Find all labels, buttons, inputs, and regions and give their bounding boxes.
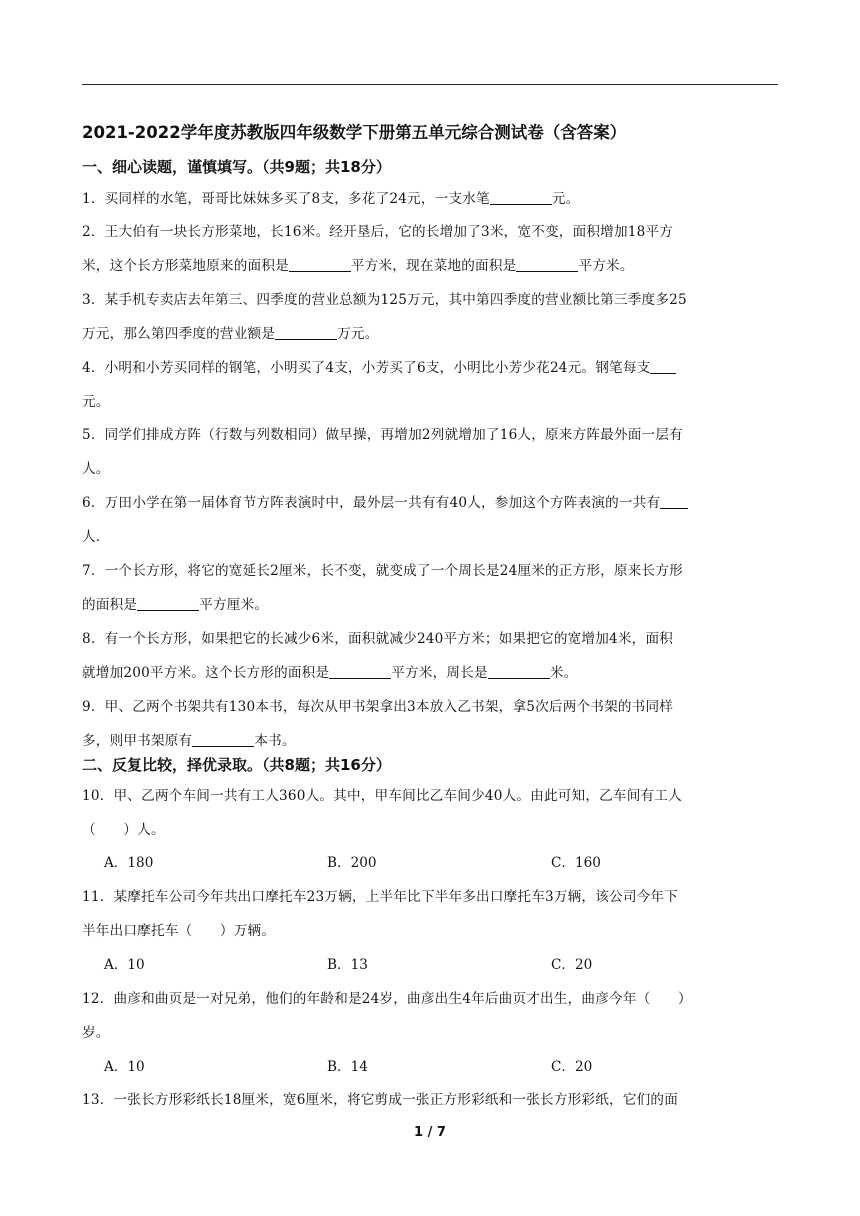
question-9-line-2: 多，则甲书架原有 本书。 [82,733,296,749]
question-11-line-1: 11．某摩托车公司今年共出口摩托车23万辆，上半年比下半年多出口摩托车3万辆，该公司今年下 [82,889,678,905]
question-2-line-2: 米，这个长方形菜地原来的面积是 平方米，现在菜地的面积是 平方米。 [82,258,634,274]
option-b[interactable]: B．13 [327,957,368,973]
answer-blank[interactable] [192,732,254,747]
question-4-line-1: 4．小明和小芳买同样的钢笔，小明买了4支，小芳买了6支，小明比小芳少花24元。钢笔每支 [82,356,676,376]
option-b[interactable]: B．200 [327,855,377,871]
option-a[interactable]: A．180 [104,855,154,871]
question-1: 1．买同样的水笔，哥哥比妹妹多买了8支，多花了24元，一支水笔 元。 [82,191,580,207]
question-6-line-2: 人. [82,529,101,545]
question-8-line-1: 8．有一个长方形，如果把它的长减少6米，面积就减少240平方米；如果把它的宽增加4米，面积 [82,631,674,647]
option-b[interactable]: B．14 [327,1059,368,1075]
section-heading-fill-in: 一、细心读题，谨慎填写。（共9题；共18分） [82,158,391,176]
answer-blank[interactable] [289,257,351,272]
option-c[interactable]: C．20 [551,957,593,973]
question-3-line-1: 3．某手机专卖店去年第三、四季度的营业总额为125万元，其中第四季度的营业额比第三季度多25 [82,292,687,308]
question-9-line-1: 9．甲、乙两个书架共有130本书，每次从甲书架拿出3本放入乙书架，拿5次后两个书架的书同样 [82,699,674,715]
question-12-line-2: 岁。 [82,1025,110,1041]
question-10-line-2: （ ）人。 [82,822,165,838]
page-number: 1 / 7 [414,1125,446,1140]
question-13-line-1: 13．一张长方形彩纸长18厘米，宽6厘米，将它剪成一张正方形彩纸和一张长方形彩纸，它们的面 [82,1092,678,1108]
page-title: 2021-2022学年度苏教版四年级数学下册第五单元综合测试卷（含答案） [82,123,627,142]
question-8-line-2: 就增加200平方米。这个长方形的面积是 平方米，周长是 米。 [82,665,578,681]
option-a[interactable]: A．10 [104,1059,145,1075]
answer-blank[interactable] [137,596,199,611]
answer-blank[interactable] [488,664,550,679]
question-2-line-1: 2．王大伯有一块长方形菜地，长16米。经开垦后，它的长增加了3米，宽不变，面积增加18平方 [82,224,674,240]
option-c[interactable]: C．160 [551,855,601,871]
option-a[interactable]: A．10 [104,957,145,973]
question-5-line-2: 人。 [82,461,110,477]
answer-blank[interactable] [490,190,552,205]
option-c[interactable]: C．20 [551,1059,593,1075]
question-12-line-1: 12．曲彦和曲页是一对兄弟，他们的年龄和是24岁，曲彦出生4年后曲页才出生，曲彦今年（ ） [82,991,692,1007]
answer-blank[interactable] [650,359,676,374]
answer-blank[interactable] [516,257,578,272]
answer-blank[interactable] [660,494,688,509]
question-7-line-1: 7．一个长方形，将它的宽延长2厘米，长不变，就变成了一个周长是24厘米的正方形，原来长方形 [82,563,683,579]
question-10-line-1: 10．甲、乙两个车间一共有工人360人。其中，甲车间比乙车间少40人。由此可知，乙车间有工人 [82,788,682,804]
answer-blank[interactable] [275,325,337,340]
question-5-line-1: 5．同学们排成方阵（行数与列数相同）做早操，再增加2列就增加了16人，原来方阵最外面一层有 [82,427,683,443]
question-3-line-2: 万元，那么第四季度的营业额是 万元。 [82,326,379,342]
question-11-line-2: 半年出口摩托车（ ）万辆。 [82,923,276,939]
header-rule [82,84,778,85]
question-6-line-1: 6．万田小学在第一届体育节方阵表演时中，最外层一共有有40人，参加这个方阵表演的一共有 [82,491,688,511]
question-7-line-2: 的面积是 平方厘米。 [82,597,269,613]
question-4-line-2: 元。 [82,394,110,410]
answer-blank[interactable] [329,664,391,679]
section-heading-multiple-choice: 二、反复比较，择优录取。（共8题；共16分） [82,756,391,774]
